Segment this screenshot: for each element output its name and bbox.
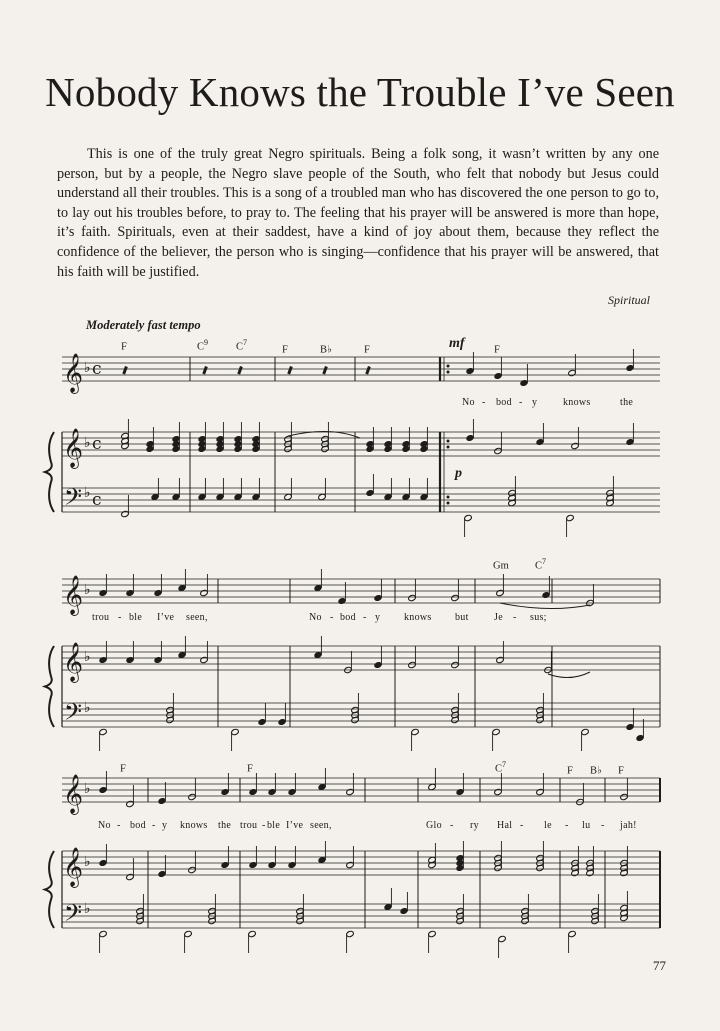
treble-clef-icon: 𝄞 xyxy=(63,774,84,814)
lyric-hyphen: - xyxy=(450,820,454,831)
chord-symbol: F xyxy=(494,344,500,356)
chord-symbol: B♭ xyxy=(320,344,332,356)
lyric-syllable: y xyxy=(162,820,168,831)
lyric-syllable: seen, xyxy=(186,612,208,623)
chord-symbol: F xyxy=(567,765,573,777)
lyric-syllable: jah! xyxy=(620,820,637,831)
chord-symbol: F xyxy=(618,765,624,777)
lyric-syllable: ry xyxy=(470,820,479,831)
dynamic-piano: p xyxy=(455,466,462,481)
bass-clef-icon: 𝄢 xyxy=(64,899,83,932)
lyric-syllable: knows xyxy=(180,820,208,831)
flat-key-signature-icon: ♭ xyxy=(84,649,91,665)
chord-symbol: $C^9$ xyxy=(197,338,209,353)
repeat-dot xyxy=(447,365,450,368)
bass-clef-icon: 𝄢 xyxy=(64,483,83,516)
lyric-hyphen: - xyxy=(118,612,122,623)
common-time-icon: c xyxy=(92,359,102,379)
rest-icon xyxy=(237,366,243,375)
repeat-dot xyxy=(447,440,450,443)
rest-icon xyxy=(202,366,208,375)
lyric-hyphen: - xyxy=(117,820,121,831)
lyric-syllable: I’ve xyxy=(286,820,304,831)
lyric-syllable: y xyxy=(532,397,538,408)
treble-clef-icon: 𝄞 xyxy=(63,575,84,615)
chord-symbol: F xyxy=(247,763,253,775)
intro-paragraph: This is one of the truly great Negro spirituals. Being a folk song, it wasn’t written by any one person, but by a people, the Negro slave people of the South, who felt that nobody but Jesus could understand all their troubles. This is a song of a troubled man who has discovered the one person to go to, to lay out his troubles before, to pray to. The feeling that his prayer will be answered is more than hope, it’s faith. Spirituals, even at their saddest, have a kind of joy about them, because they reflect the confidence of the believer, the person who is singing—confidence that his prayer will be answered, that his faith will be justified. xyxy=(57,146,659,280)
flat-key-signature-icon: ♭ xyxy=(84,854,91,870)
tie xyxy=(548,672,590,678)
lyric-syllable: Je xyxy=(494,612,503,623)
lyric-syllable: trou xyxy=(92,612,110,623)
lyric-hyphen: - xyxy=(482,397,486,408)
lyric-hyphen: - xyxy=(330,612,334,623)
rest-icon xyxy=(287,366,293,375)
flat-key-signature-icon: ♭ xyxy=(84,485,91,501)
rest-icon xyxy=(365,366,371,375)
chord-symbol: $C^7$ xyxy=(535,557,547,572)
bass-clef-icon: 𝄢 xyxy=(64,698,83,731)
lyric-syllable: but xyxy=(455,612,469,623)
lyric-hyphen: - xyxy=(152,820,156,831)
chord-symbol: B♭ xyxy=(590,765,602,777)
rest-icon xyxy=(122,366,128,375)
repeat-dot xyxy=(447,371,450,374)
lyric-syllable: lu xyxy=(582,820,591,831)
lyric-syllable: No xyxy=(98,820,111,831)
song-title: Nobody Knows the Trouble I’ve Seen xyxy=(45,69,675,115)
lyric-syllable: seen, xyxy=(310,820,332,831)
lyric-hyphen: - xyxy=(565,820,569,831)
repeat-dot xyxy=(447,502,450,505)
chord-symbol: $C^7$ xyxy=(495,760,507,775)
lyric-hyphen: - xyxy=(262,820,266,831)
lyric-syllable: bod xyxy=(130,820,146,831)
chord-symbol: F xyxy=(364,344,370,356)
chord-symbol: F xyxy=(120,763,126,775)
lyric-syllable: the xyxy=(620,397,634,408)
lyric-syllable: knows xyxy=(404,612,432,623)
lyric-syllable: the xyxy=(218,820,232,831)
repeat-dot xyxy=(447,496,450,499)
lyric-hyphen: - xyxy=(520,820,524,831)
common-time-icon: c xyxy=(92,434,102,454)
lyric-syllable: Glo xyxy=(426,820,442,831)
chord-symbol: F xyxy=(282,344,288,356)
brace-icon xyxy=(45,851,54,928)
lyric-hyphen: - xyxy=(601,820,605,831)
brace-icon xyxy=(45,646,54,727)
lyric-hyphen: - xyxy=(363,612,367,623)
dynamic-mezzo-forte: mf xyxy=(449,336,465,351)
repeat-dot xyxy=(447,446,450,449)
song-credit: Spiritual xyxy=(607,293,650,307)
lyric-syllable: ble xyxy=(129,612,143,623)
lyric-hyphen: - xyxy=(513,612,517,623)
treble-clef-icon: 𝄞 xyxy=(63,428,84,468)
tie xyxy=(500,603,590,609)
flat-key-signature-icon: ♭ xyxy=(84,582,91,598)
lyric-syllable: No xyxy=(309,612,322,623)
common-time-icon: c xyxy=(92,490,102,510)
flat-key-signature-icon: ♭ xyxy=(84,901,91,917)
tempo-marking: Moderately fast tempo xyxy=(86,318,201,332)
lyric-syllable: y xyxy=(375,612,381,623)
lyric-syllable: I’ve xyxy=(157,612,175,623)
lyric-syllable: bod xyxy=(340,612,356,623)
lyric-syllable: bod xyxy=(496,397,512,408)
treble-clef-icon: 𝄞 xyxy=(63,353,84,393)
treble-clef-icon: 𝄞 xyxy=(63,642,84,682)
page-number: 77 xyxy=(653,958,666,973)
flat-key-signature-icon: ♭ xyxy=(84,360,91,376)
lyric-hyphen: - xyxy=(519,397,523,408)
lyric-syllable: sus; xyxy=(530,612,547,623)
lyric-syllable: ble xyxy=(267,820,281,831)
lyric-syllable: trou xyxy=(240,820,258,831)
lyric-syllable: Hal xyxy=(497,820,513,831)
lyric-syllable: le xyxy=(544,820,552,831)
flat-key-signature-icon: ♭ xyxy=(84,700,91,716)
chord-symbol: Gm xyxy=(493,560,509,572)
flat-key-signature-icon: ♭ xyxy=(84,781,91,797)
chord-symbol: $C^7$ xyxy=(236,338,248,353)
rest-icon xyxy=(322,366,328,375)
lyric-syllable: knows xyxy=(563,397,591,408)
flat-key-signature-icon: ♭ xyxy=(84,435,91,451)
brace-icon xyxy=(45,432,54,512)
lyric-syllable: No xyxy=(462,397,475,408)
chord-symbol: F xyxy=(121,341,127,353)
treble-clef-icon: 𝄞 xyxy=(63,847,84,887)
